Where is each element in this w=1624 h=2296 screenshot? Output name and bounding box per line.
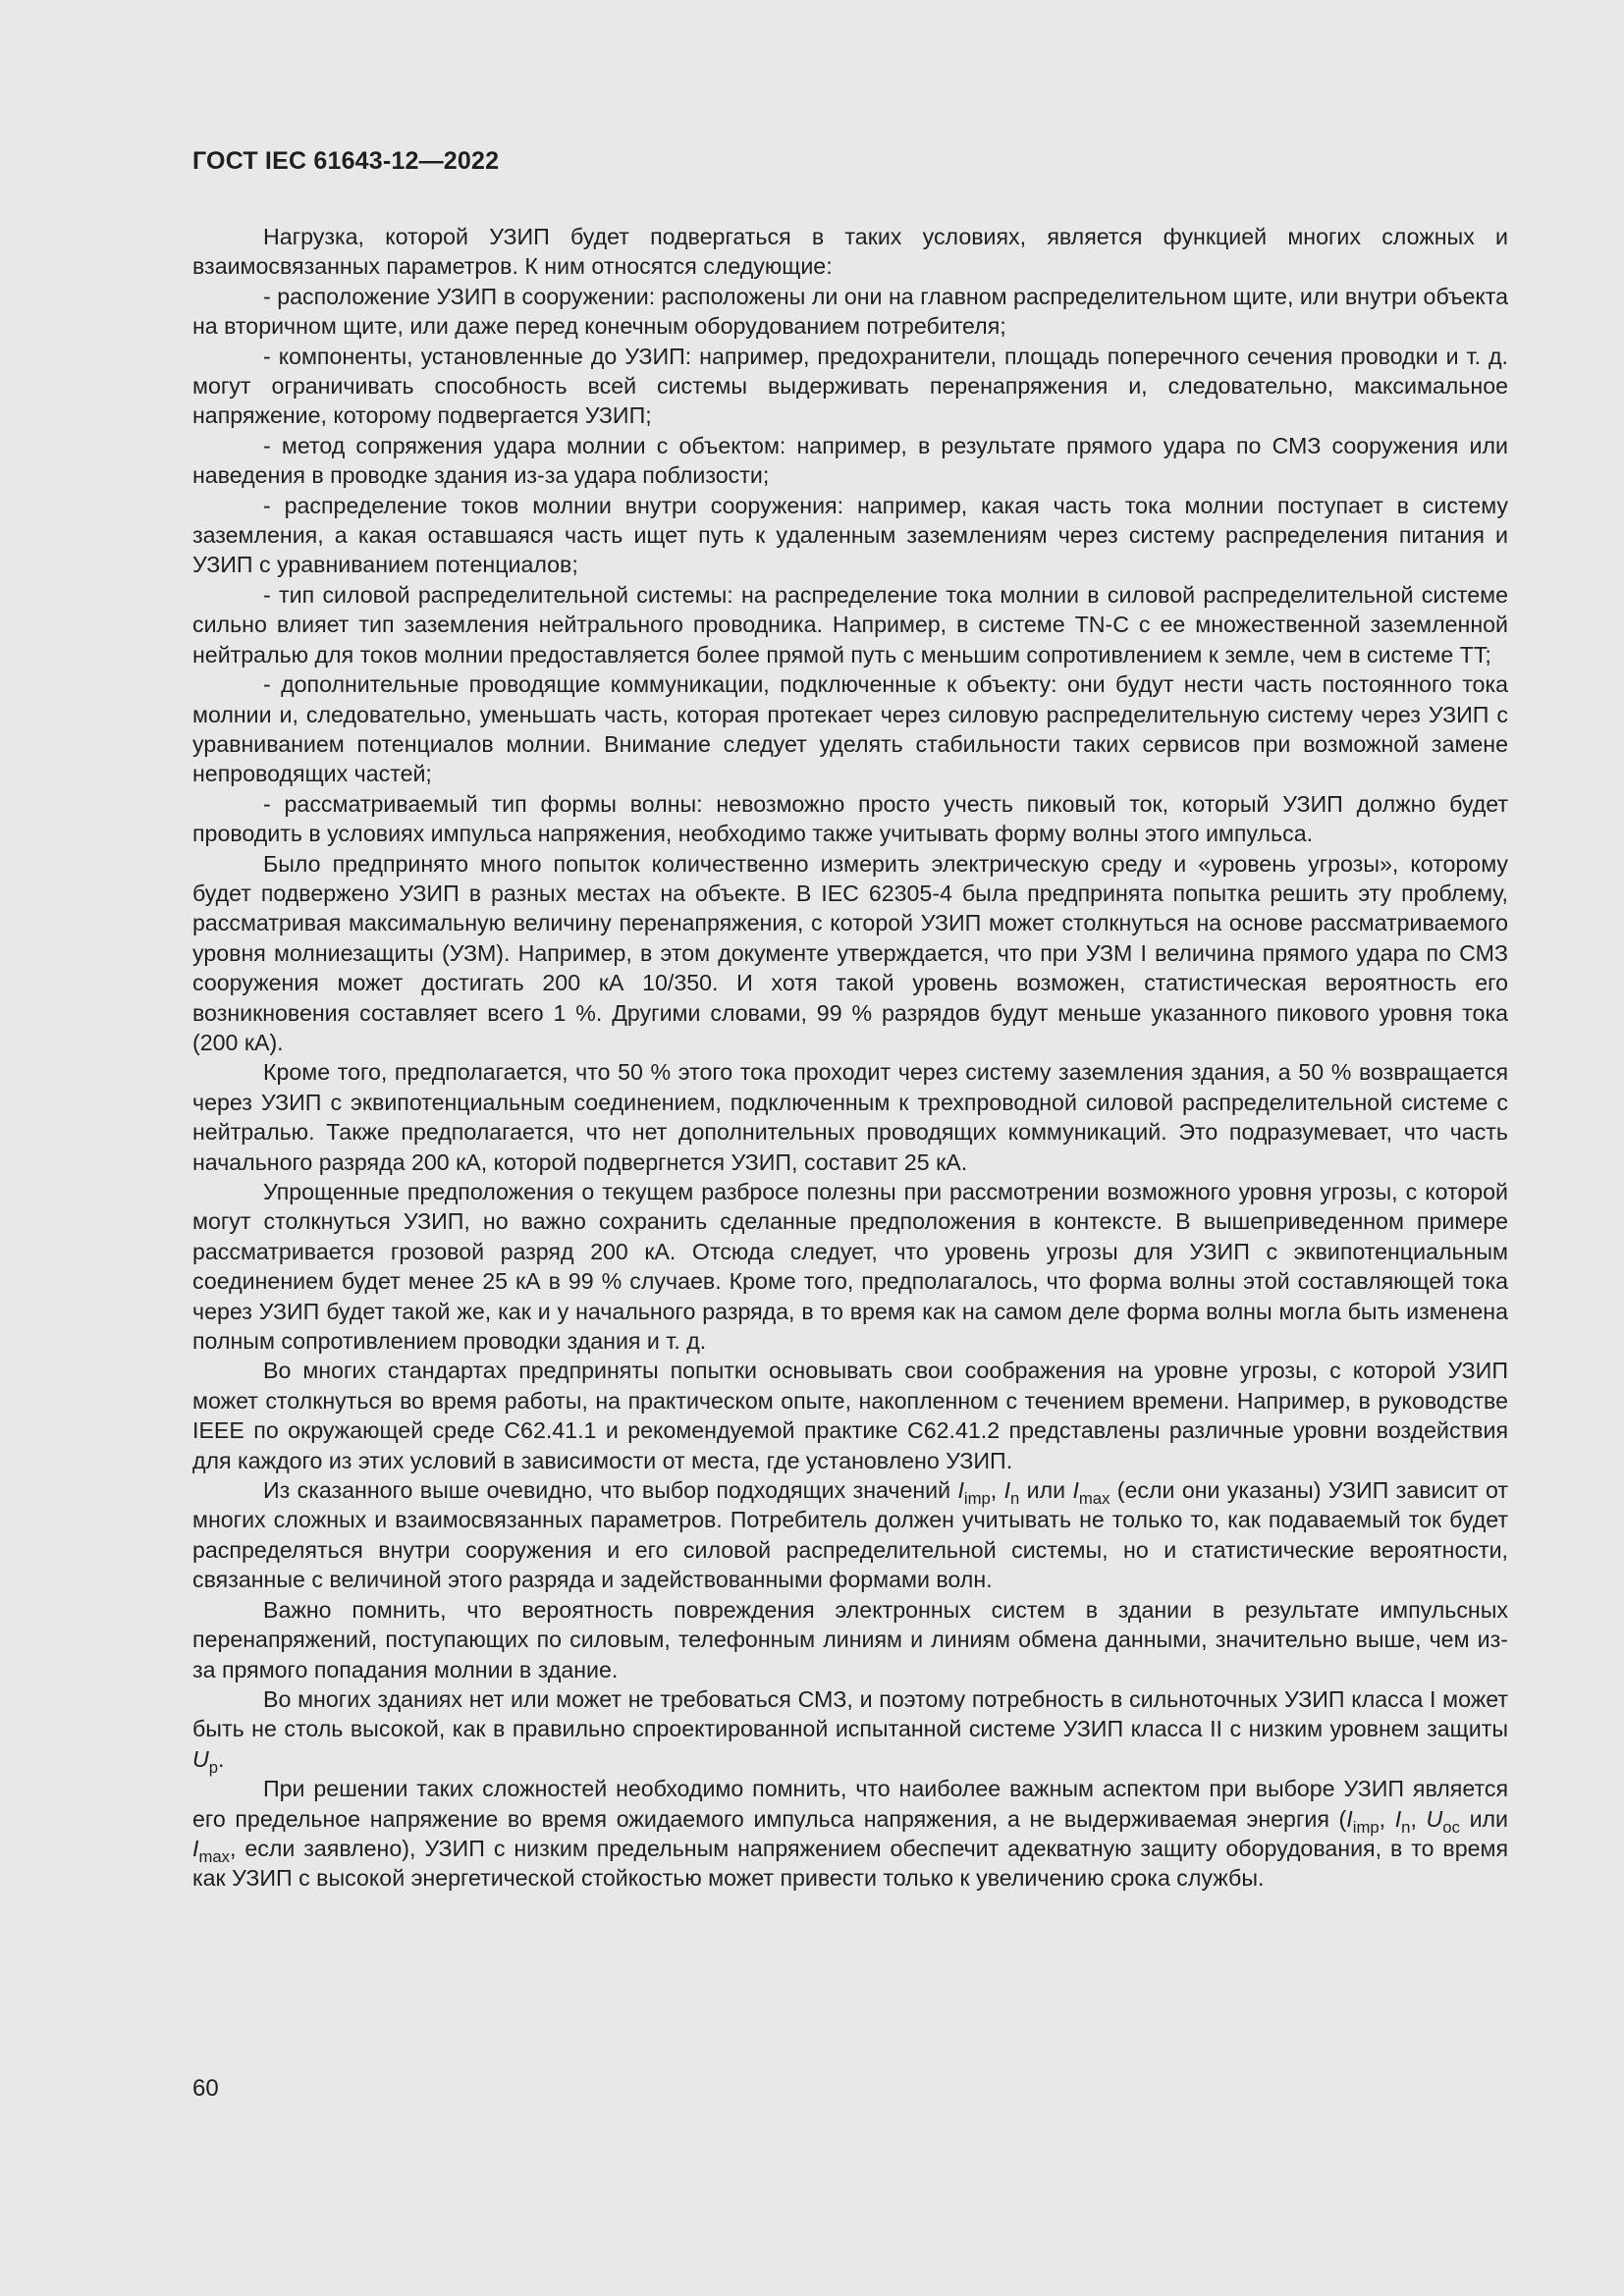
document-body — [192, 222, 1508, 1894]
paragraph: Было предпринято много попыток количественно измерить электрическую среду и «уровень угрозы», которому будет подвержено УЗИП в разных местах на объекте. В IEC 62305-4 была предпринята попытка решить эту проблему, рассматривая максимальную величину перенапряжения, с которой УЗИП может столкнуться на основе рассматриваемого уровня молниезащиты (УЗМ). Например, в этом документе утверждается, что при УЗМ I величина прямого удара по СМЗ сооружения может достигать 200 кА 10/350. И хотя такой уровень возможен, статистическая вероятность его возникновения составляет всего 1 %. Другими словами, 99 % разрядов будут меньше указанного пикового уровня тока (200 кА). — [192, 850, 1508, 1055]
paragraph: Из сказанного выше очевидно, что выбор подходящих значений $I_{imp}$, $I_n$ или $I_{max}$ (если они указаны) УЗИП зависит от многих сложных и взаимосвязанных параметров. Потребитель должен учитывать не только то, как подаваемый ток будет распределяться внутри сооружения и его силовой распределительной системы, но и статистические вероятности, связанные с величиной этого разряда и задействованными формами волн. — [192, 1477, 1509, 1593]
list-item: - метод сопряжения удара молнии с объектом: например, в результате прямого удара по СМЗ сооружения или наведения в проводке здания из-за удара поблизости; — [192, 432, 1508, 489]
paragraph: Во многих стандартах предприняты попытки основывать свои соображения на уровне угрозы, с которой УЗИП может столкнуться во время работы, на практическом опыте, накопленном с течением времени. Например, в руководстве IEEE по окружающей среде C62.41.1 и рекомендуемой практике C62.41.2 представлены различные уровни воздействия для каждого из этих условий в зависимости от места, где установлено УЗИП. — [192, 1358, 1508, 1473]
list-item: - расположение УЗИП в сооружении: расположены ли они на главном распределительном щите, или внутри объекта на вторичном щите, или даже перед конечным оборудованием потребителя; — [192, 283, 1508, 340]
paragraph: Кроме того, предполагается, что 50 % этого тока проходит через систему заземления здания, а 50 % возвращается через УЗИП с эквипотенциальным соединением, подключенным к трехпроводной силовой распределительной системе с нейтралью. Также предполагается, что нет дополнительных проводящих коммуникаций. Это подразумевает, что часть начального разряда 200 кА, которой подвергнется УЗИП, составит 25 кА. — [192, 1059, 1508, 1175]
list-item: - распределение токов молнии внутри сооружения: например, какая часть тока молнии поступает в систему заземления, а какая оставшаяся часть ищет путь к удаленным заземлениям через систему распределения питания и УЗИП с уравниванием потенциалов; — [192, 492, 1508, 578]
page-number: 60 — [192, 2075, 219, 2102]
paragraph: Важно помнить, что вероятность повреждения электронных систем в здании в результате импульсных перенапряжений, поступающих по силовым, телефонным линиям и линиям обмена данными, значительно выше, чем из-за прямого попадания молнии в здание. — [192, 1596, 1508, 1682]
paragraph: Во многих зданиях нет или может не требоваться СМЗ, и поэтому потребность в сильноточных УЗИП класса I может быть не столь высокой, как в правильно спроектированной испытанной системе УЗИП класса II с низким уровнем защиты $U_p$. — [192, 1685, 1508, 1777]
list-item: - компоненты, установленные до УЗИП: например, предохранители, площадь поперечного сечения проводки и т. д. могут ограничивать способность всей системы выдерживать перенапряжения и, следовательно, максимальное напряжение, которому подвергается УЗИП; — [192, 343, 1508, 429]
list-item: - дополнительные проводящие коммуникации, подключенные к объекту: они будут нести часть постоянного тока молнии и, следовательно, уменьшать часть, которая протекает через силовую распределительную систему через УЗИП с уравниванием потенциалов молнии. Внимание следует уделять стабильности таких сервисов при возможной замене непроводящих частей; — [192, 671, 1508, 787]
document-header: ГОСТ IEC 61643-12—2022 — [192, 147, 500, 175]
paragraph: При решении таких сложностей необходимо помнить, что наиболее важным аспектом при выборе УЗИП является его предельное напряжение во время ожидаемого импульса напряжения, а не выдерживаемая энергия ($I_{imp}$, $I_n$, $U_{oc}$ или $I_{max}$, если заявлено), УЗИП с низким предельным напряжением обеспечит адекватную защиту оборудования, в то время как УЗИП с высокой энергетической стойкостью может привести только к увеличению срока службы. — [192, 1776, 1508, 1892]
list-item: - рассматриваемый тип формы волны: невозможно просто учесть пиковый ток, который УЗИП должно будет проводить в условиях импульса напряжения, необходимо также учитывать форму волны этого импульса. — [192, 790, 1508, 847]
paragraph: Нагрузка, которой УЗИП будет подвергаться в таких условиях, является функцией многих сложных и взаимосвязанных параметров. К ним относятся следующие: — [192, 224, 1508, 280]
list-item: - тип силовой распределительной системы: на распределение тока молнии в силовой распределительной системе сильно влияет тип заземления нейтрального проводника. Например, в системе TN-C с ее множественной заземленной нейтралью для токов молнии предоставляется более прямой путь с меньшим сопротивлением к земле, чем в системе TT; — [192, 581, 1508, 667]
paragraph: Упрощенные предположения о текущем разбросе полезны при рассмотрении возможного уровня угрозы, с которой могут столкнуться УЗИП, но важно сохранить сделанные предположения в контексте. В вышеприведенном примере рассматривается грозовой разряд 200 кА. Отсюда следует, что уровень угрозы для УЗИП с эквипотенциальным соединением будет менее 25 кА в 99 % случаев. Кроме того, предполагалось, что форма волны этой составляющей тока через УЗИП будет такой же, как и у начального разряда, в то время как на самом деле форма волны могла быть изменена полным сопротивлением проводки здания и т. д. — [192, 1179, 1508, 1355]
